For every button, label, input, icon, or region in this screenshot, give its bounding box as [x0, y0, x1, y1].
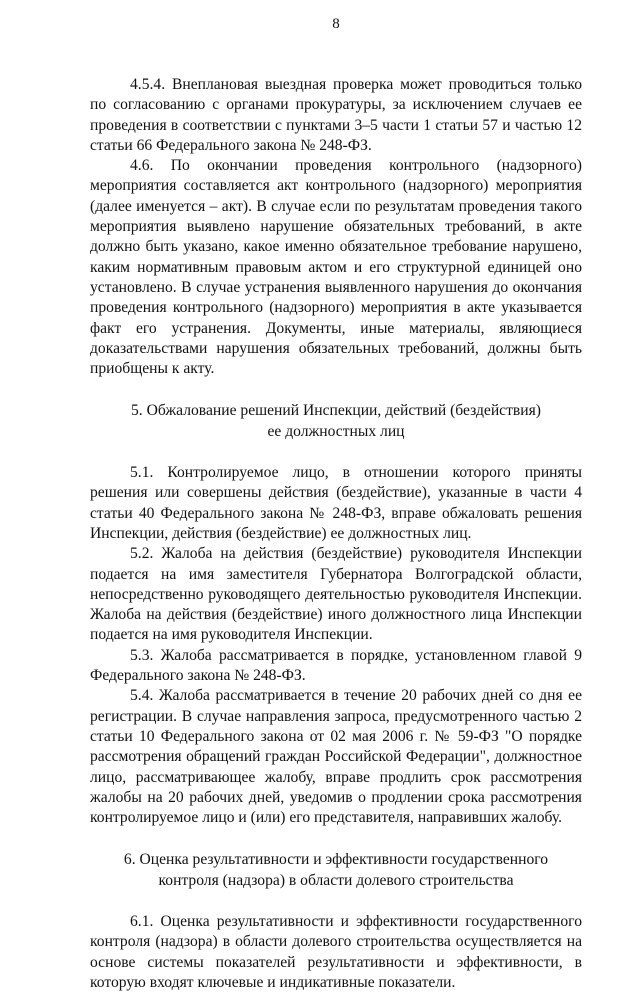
paragraph-4-6: 4.6. По окончании проведения контрольного (надзорного) мероприятия составляется акт контрольного (надзорного) мероприятия (далее именуется – акт). В случае если по результатам проведения такого мероприятия выявлено нарушение обязательных требований, в акте должно быть указано, какое именно обязательное требование нарушено, каким нормативным правовым актом и его структурной единицей оно установлено. В случае устранения выявленного нарушения до окончания проведения контрольного (надзорного) мероприятия в акте указывается факт его устранения. Документы, иные материалы, являющиеся доказательствами нарушения обязательных требований, должны быть приобщены к акту.: [90, 157, 582, 378]
paragraph-6-1: 6.1. Оценка результативности и эффективности государственного контроля (надзора) в области долевого строительства осуществляется на основе системы показателей результативности и эффективности, в которую входят ключевые и индикативные показатели.: [90, 912, 582, 991]
page-number: 8: [332, 16, 340, 32]
paragraph-5-1: 5.1. Контролируемое лицо, в отношении которого приняты решения или совершены действия (бездействие), указанные в части 4 статьи 40 Федерального закона № 248-ФЗ, вправе обжаловать решения Инспекции, действия (бездействие) ее должностных лиц.: [90, 464, 582, 542]
section-5-heading-line-1: 5. Обжалование решений Инспекции, действий (бездействия): [131, 402, 541, 420]
section-6-heading-line-2: контроля (надзора) в области долевого строительства: [158, 871, 514, 889]
document-page: [90, 14, 582, 993]
section-6-heading: [90, 850, 582, 891]
section-5-heading-line-2: ее должностных лиц: [267, 422, 405, 440]
paragraph-5-3: 5.3. Жалоба рассматривается в порядке, установленном главой 9 Федерального закона № 248-ФЗ.: [90, 646, 582, 685]
paragraph-5-2: 5.2. Жалоба на действия (бездействие) руководителя Инспекции подается на имя заместителя Губернатора Волгоградской области, непосредственно руководящего деятельностью руководителя Инспекции. Жалоба на действия (бездействие) иного должностного лица Инспекции подается на имя руководителя Инспекции.: [90, 545, 582, 644]
section-5-heading: [90, 401, 582, 442]
section-6-heading-line-1: 6. Оценка результативности и эффективности государственного: [123, 851, 549, 869]
paragraph-4-5-4: 4.5.4. Внеплановая выездная проверка может проводиться только по согласованию с органами прокуратуры, за исключением случаев ее проведения в соответствии с пунктами 3–5 части 1 статьи 57 и частью 12 статьи 66 Федерального закона № 248-ФЗ.: [90, 76, 582, 154]
paragraph-5-4: 5.4. Жалоба рассматривается в течение 20 рабочих дней со дня ее регистрации. В случае направления запроса, предусмотренного частью 2 статьи 10 Федерального закона от 02 мая 2006 г. № 59-ФЗ "О порядке рассмотрения обращений граждан Российской Федерации", должностное лицо, рассматривающее жалобу, вправе продлить срок рассмотрения жалобы на 20 рабочих дней, уведомив о продлении срока рассмотрения контролируемое лицо и (или) его представителя, направивших жалобу.: [90, 687, 582, 827]
